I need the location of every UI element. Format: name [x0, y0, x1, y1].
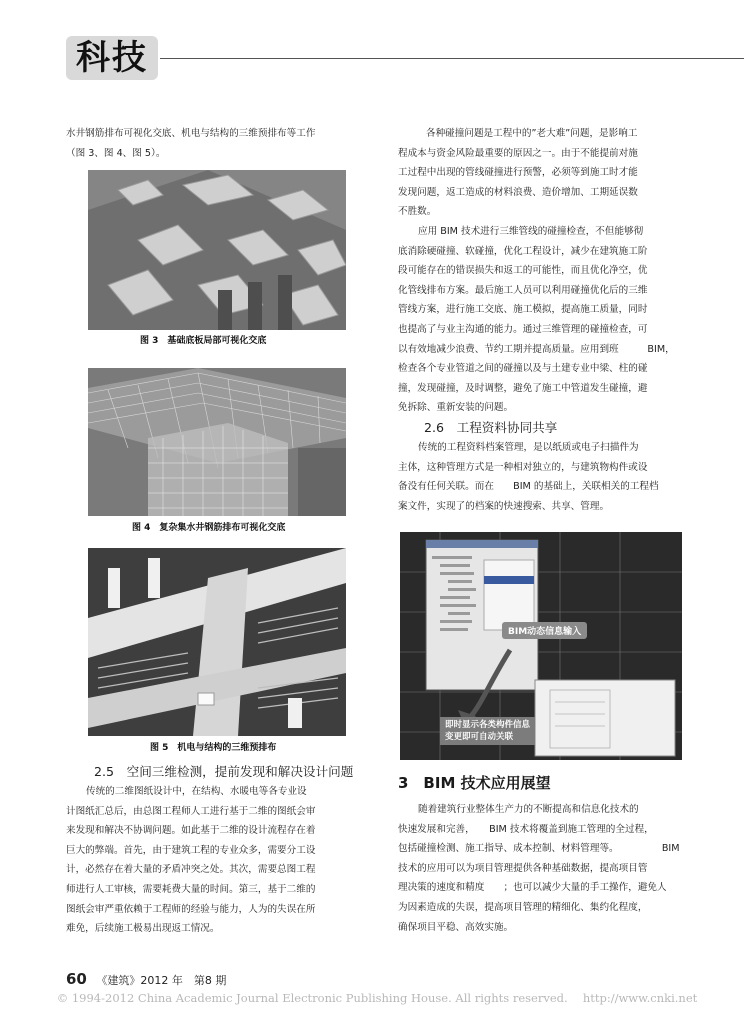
text-line: 底消除硬碰撞、软碰撞，优化工程设计，减少在建筑施工阶 [398, 245, 648, 257]
text-line: 程成本与资金风险最重要的原因之一。由于不能提前对施 [398, 147, 638, 159]
text-line: 传统的工程资料档案管理，是以纸质或电子扫描件为 [418, 441, 639, 453]
right-column-text [398, 124, 698, 516]
text-line: 工过程中出现的管线碰撞进行预警，必须等到施工时才能 [398, 167, 638, 179]
text-line: 也提高了与业主沟通的能力。通过三维管理的碰撞检查，可 [398, 323, 648, 335]
journal-issue: 《建筑》2012 年 第8 期 [96, 974, 227, 987]
section-2-6-heading: 2.6 工程资料协同共享 [424, 419, 558, 435]
text-line: 各种碰撞问题是工程中的”老大难”问题，是影响工 [426, 128, 638, 139]
text-line: 检查各个专业管道之间的碰撞以及与土建专业中梁、柱的碰 [398, 363, 648, 375]
figure-6-image [400, 532, 682, 760]
text-line: 备没有任何关联。而在 BIM 的基础上，关联相关的工程档 [398, 481, 659, 493]
text-line: 传统的二维图纸设计中，在结构、水暖电等各专业设 [86, 786, 307, 797]
text-line: 以有效地减少浪费、节约工期并提高质量。应用到班 BIM， [398, 343, 675, 355]
text-line: 技术的应用可以为项目管理提供各种基础数据，提高项目管 [398, 862, 648, 874]
text-line: 计图纸汇总后，由总图工程师人工进行基于二维的图纸会审 [66, 805, 316, 817]
text-line: 难免，后续施工极易出现返工情况。 [66, 923, 220, 935]
left-top-text [66, 124, 366, 163]
text-line: 为因素造成的失误，提高项目管理的精细化、集约化程度， [398, 901, 648, 913]
figure-4-caption: 图 4 复杂集水井钢筋排布可视化交底 [132, 523, 286, 533]
bim-callout-line2: 变更即可自动关联 [445, 732, 514, 742]
figure-5-caption: 图 5 机电与结构的三维预排布 [150, 743, 277, 753]
text-line: 主体，这种管理方式是一种相对独立的，与建筑物构件或设 [398, 461, 648, 473]
figure-3-image [88, 170, 346, 330]
text-line: 确保项目平稳、高效实施。 [398, 921, 514, 933]
section-2-5-heading: 2.5 空间三维检测，提前发现和解决设计问题 [94, 764, 354, 779]
text-line: 随着建筑行业整体生产力的不断提高和信息化技术的 [418, 804, 639, 815]
section-tag: 科技 [66, 36, 158, 80]
text-line: 撞，发现碰撞，及时调整，避免了施工中管道发生碰撞，避 [398, 382, 648, 394]
text-line: 免拆除、重新安装的问题。 [398, 402, 514, 414]
page-footer [66, 970, 226, 988]
text-line: 计，必然存在着大量的矛盾冲突之处。其次，需要总图工程 [66, 864, 316, 876]
section-3-text [398, 800, 698, 937]
section-2-5 [66, 762, 366, 939]
cnki-watermark: © 1994-2012 China Academic Journal Electronic Publishing House. All rights reserved. http://www.cnki.net [56, 991, 698, 1005]
section-3-heading: 3 BIM 技术应用展望 [398, 774, 551, 792]
text-line: 包括碰撞检测、施工指导、成本控制、材料管理等。 BIM [398, 843, 680, 855]
figure-3-caption: 图 3 基础底板局部可视化交底 [140, 336, 267, 346]
text-line: 巨大的弊端。首先，由于建筑工程的专业众多，需要分工设 [66, 844, 316, 856]
text-line: 图纸会审严重依赖于工程师的经验与能力，人为的失误在所 [66, 903, 316, 915]
text-line: 快速发展和完善， BIM 技术将覆盖到施工管理的全过程， [398, 823, 654, 835]
text-line: 理决策的速度和精度 ；也可以减少大量的手工操作，避免人 [398, 882, 667, 894]
text-line: 案文件，实现了的档案的快速搜索、共享、管理。 [398, 500, 610, 512]
text-line: 发现问题，返工造成的材料浪费、造价增加、工期延误数 [398, 186, 638, 198]
text-line: 段可能存在的错误损失和返工的可能性，而且优化净空，优 [398, 265, 648, 277]
text-line: 管线方案，进行施工交底、施工模拟，提高施工质量，同时 [398, 304, 648, 316]
bim-banner: BIM动态信息输入 [502, 622, 587, 639]
text-line: 来发现和解决不协调问题。如此基于二维的设计流程存在着 [66, 825, 316, 837]
text-line: 化管线排布方案。最后施工人员可以利用碰撞优化后的三维 [398, 284, 648, 296]
figure-5-image [88, 548, 346, 736]
bim-callout [440, 717, 535, 745]
text-line: 不胜数。 [398, 206, 437, 218]
text-line: 师进行人工审核，需要耗费大量的时间。第三，基于二维的 [66, 883, 316, 895]
bim-callout-line1: 即时显示各类构件信息 [445, 720, 531, 730]
page-number: 60 [66, 970, 87, 988]
text-line: （图 3、图 4、图 5）。 [66, 147, 166, 159]
text-line: 水井钢筋排布可视化交底、机电与结构的三维预排布等工作 [66, 128, 316, 139]
text-line: 应用 BIM 技术进行三维管线的碰撞检查，不但能够彻 [418, 225, 644, 237]
header-rule [160, 58, 744, 59]
figure-4-image [88, 368, 346, 516]
